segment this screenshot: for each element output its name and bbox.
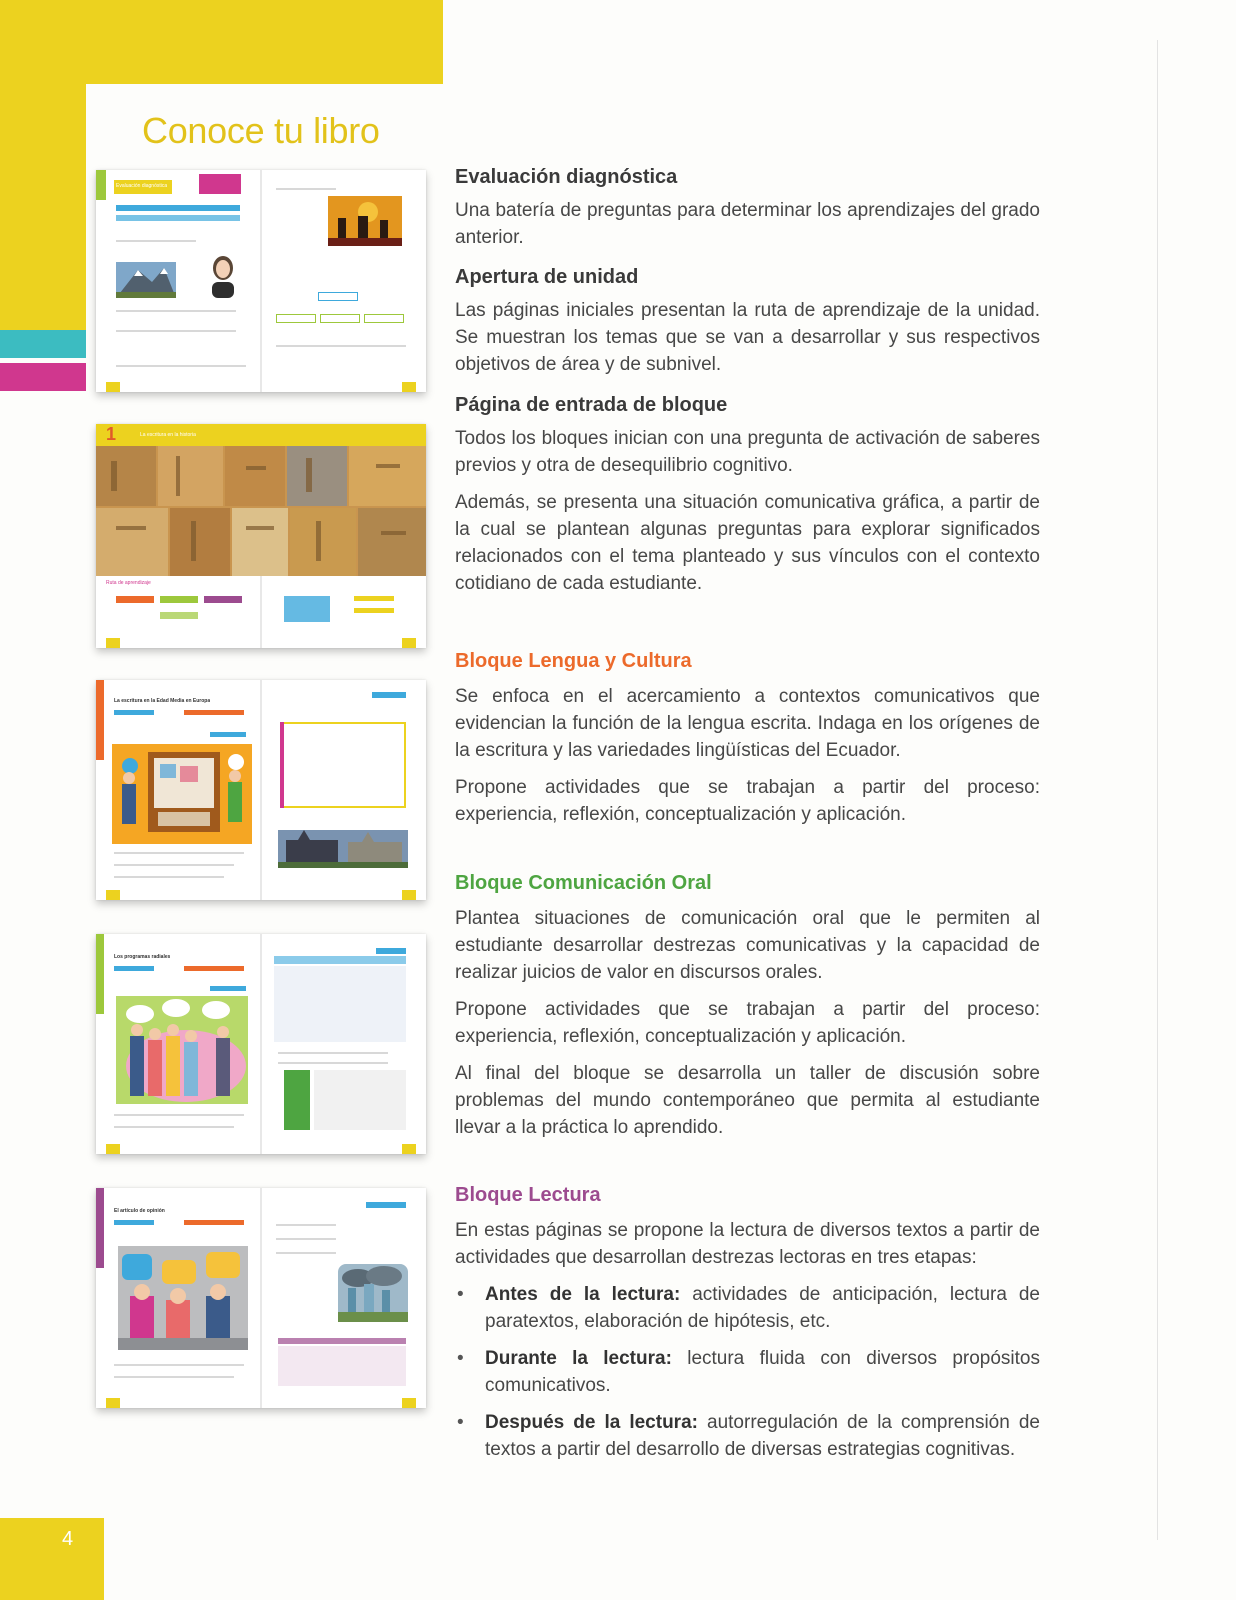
section-heading: Apertura de unidad	[455, 266, 639, 288]
list-item-text: actividades de anticipación, lectura de paratextos, elaboración de hipótesis, etc.	[485, 1284, 1040, 1332]
thumb-line	[114, 1364, 244, 1366]
woman-illustration	[206, 254, 240, 298]
thumbnail-lectura	[96, 1188, 426, 1408]
page-title: Conoce tu libro	[142, 110, 380, 151]
thumb-line	[276, 1252, 336, 1254]
section-paragraph: Además, se presenta una situación comunicativa gráfica, a partir de la cual se plantean algunas preguntas para explorar significados relacionados con el tema planteado y sus vínculos con el contexto cotidiano de cada estudiante.	[455, 492, 1040, 594]
thumb-blue-bar-2	[116, 215, 240, 221]
thumb-line	[114, 864, 234, 866]
diagram-box	[364, 314, 404, 323]
route-box	[116, 596, 154, 603]
thumbnail-evaluacion-diagnostica	[96, 170, 426, 392]
thumb-line	[276, 1238, 336, 1240]
route-box	[160, 596, 198, 603]
reading-stages-list	[455, 1281, 1040, 1463]
thumb-bar	[114, 1220, 154, 1225]
thumb-green-tab	[96, 170, 106, 200]
header-yellow-band	[0, 0, 443, 84]
route-box	[204, 596, 242, 603]
thumb-line	[276, 188, 336, 190]
list-item-text: autorregulación de la comprensión de textos a partir del desarrollo de diversas estrategias cognitivas.	[485, 1412, 1040, 1460]
thumb-bar	[184, 710, 244, 715]
thumb-bar	[210, 732, 246, 737]
thumb-line	[278, 1052, 388, 1054]
text-area-box	[274, 966, 406, 1042]
cyan-stripe	[0, 330, 86, 358]
section-paragraph: Todos los bloques inician con una pregunta de activación de saberes previos y otra de desequilibrio cognitivo.	[455, 428, 1040, 476]
thumb-line	[114, 1114, 244, 1116]
list-item-term: Antes de la lectura:	[485, 1284, 681, 1305]
thumb-corner	[106, 890, 120, 900]
section-lengua-y-cultura	[455, 650, 1040, 838]
section-paragraph: Una batería de preguntas para determinar los aprendizajes del grado anterior.	[455, 200, 1040, 248]
magenta-stripe	[0, 363, 86, 391]
radio-program-illustration	[116, 996, 248, 1104]
section-entrada-de-bloque	[455, 394, 1040, 607]
thumbnail-apertura-de-unidad	[96, 424, 426, 648]
thumb-line	[114, 876, 224, 878]
activity-box	[314, 1070, 406, 1130]
thumb-bar	[278, 1338, 406, 1344]
spread-divider	[260, 1188, 262, 1408]
thumb-bar	[372, 692, 406, 698]
thumb-line	[276, 345, 406, 347]
thumbnail-comunicacion-oral	[96, 934, 426, 1154]
thumb-bar	[184, 1220, 244, 1225]
section-heading: Página de entrada de bloque	[455, 394, 728, 416]
route-box	[160, 612, 198, 619]
list-item-text: lectura fluida con diversos propósitos comunicativos.	[485, 1348, 1040, 1396]
thumb-title-text: Evaluación diagnóstica	[116, 183, 168, 189]
page-edge-shadow	[1157, 40, 1158, 1540]
thumb-magenta-box	[199, 174, 241, 194]
section-evaluacion-diagnostica	[455, 166, 1040, 261]
thumb-title-text: La escritura en la Edad Media en Europa	[114, 698, 211, 704]
route-box	[284, 596, 330, 622]
spread-divider	[260, 170, 262, 392]
thumb-bar	[184, 966, 244, 971]
library-illustration	[112, 744, 252, 844]
unit-title: La escritura en la historia	[140, 432, 196, 438]
unit-number: 1	[106, 424, 117, 444]
thumb-corner	[402, 382, 416, 392]
table-accent	[280, 722, 284, 808]
section-apertura-de-unidad	[455, 266, 1040, 388]
thumb-line	[278, 1062, 388, 1064]
protest-photo	[118, 1246, 248, 1350]
block-heading: Bloque Lectura	[455, 1184, 601, 1206]
block-heading: Bloque Comunicación Oral	[455, 872, 712, 894]
thumb-line	[114, 1376, 234, 1378]
thumb-corner	[106, 1144, 120, 1154]
thumb-orange-tab	[96, 680, 104, 760]
route-box	[354, 596, 394, 601]
activity-tabs	[284, 1070, 310, 1130]
pollution-illustration	[338, 1264, 408, 1322]
diagram-box	[276, 314, 316, 323]
thumb-title-text: El artículo de opinión	[114, 1208, 165, 1214]
section-paragraph: Al final del bloque se desarrolla un taller de discusión sobre problemas del mundo contemporáneo que permita al estudiante llevar a la práctica lo aprendido.	[455, 1063, 1040, 1138]
section-paragraph: Propone actividades que se trabajan a partir del proceso: experiencia, reflexión, conceptualización y aplicación.	[455, 999, 1040, 1047]
list-item-term: Durante la lectura:	[485, 1348, 672, 1369]
thumb-green-tab	[96, 934, 104, 1014]
thumb-bar	[210, 986, 246, 991]
thumb-corner	[402, 1144, 416, 1154]
thumb-bar	[114, 710, 154, 715]
thumb-corner	[106, 1398, 120, 1408]
thumbnail-lengua-y-cultura	[96, 680, 426, 900]
spread-divider	[260, 576, 262, 648]
diagram-box	[318, 292, 358, 301]
thumb-bar	[366, 1202, 406, 1208]
mountain-image	[116, 262, 176, 298]
list-item	[455, 1409, 1040, 1463]
section-comunicacion-oral	[455, 872, 1040, 1151]
route-box	[354, 608, 394, 613]
section-heading: Evaluación diagnóstica	[455, 166, 678, 188]
thumb-bar	[114, 966, 154, 971]
thumb-corner	[106, 638, 120, 648]
route-label: Ruta de aprendizaje	[106, 580, 151, 586]
section-paragraph: Propone actividades que se trabajan a partir del proceso: experiencia, reflexión, conceptualización y aplicación.	[455, 777, 1040, 825]
diagram-box	[320, 314, 360, 323]
list-item	[455, 1281, 1040, 1335]
section-paragraph: Las páginas iniciales presentan la ruta de aprendizaje de la unidad. Se muestran los temas que se van a desarrollar y sus respectivos objetivos de área y de subnivel.	[455, 300, 1040, 375]
activity-box	[278, 1346, 406, 1386]
thumb-bar	[376, 948, 406, 954]
section-paragraph: Se enfoca en el acercamiento a contextos comunicativos que evidencian la función de la lengua escrita. Indaga en los orígenes de la escritura y las variedades lingüísticas del Ecuador.	[455, 686, 1040, 761]
thumb-line	[114, 1126, 234, 1128]
spread-divider	[260, 934, 262, 1154]
thumb-line	[114, 852, 244, 854]
thumb-line	[116, 330, 236, 332]
page-number: 4	[0, 1518, 104, 1600]
thumb-blue-bar	[116, 205, 240, 211]
table-frame	[280, 722, 406, 808]
block-heading: Bloque Lengua y Cultura	[455, 650, 692, 672]
silhouettes-image	[328, 196, 402, 246]
thumb-purple-tab	[96, 1188, 104, 1268]
thumb-corner	[402, 638, 416, 648]
thumb-corner	[106, 382, 120, 392]
thumb-title-text: Los programas radiales	[114, 954, 171, 960]
thumb-line	[116, 240, 196, 242]
hieroglyphs-image	[96, 446, 426, 576]
section-lectura	[455, 1184, 1040, 1473]
thumb-line	[276, 1224, 336, 1226]
thumb-bar	[274, 956, 406, 964]
section-paragraph: En estas páginas se propone la lectura de diversos textos a partir de actividades que desarrollan destrezas lectoras en tres etapas:	[455, 1220, 1040, 1268]
thumb-corner	[402, 1398, 416, 1408]
thumb-line	[116, 310, 236, 312]
spread-divider	[260, 680, 262, 900]
list-item-term: Después de la lectura:	[485, 1412, 698, 1433]
cathedral-image	[278, 830, 408, 868]
list-item	[455, 1345, 1040, 1399]
side-yellow-band	[0, 84, 86, 330]
thumb-line	[116, 365, 246, 367]
thumb-corner	[402, 890, 416, 900]
section-paragraph: Plantea situaciones de comunicación oral que le permiten al estudiante desarrollar destrezas comunicativas y la capacidad de realizar juicios de valor en discursos orales.	[455, 908, 1040, 983]
